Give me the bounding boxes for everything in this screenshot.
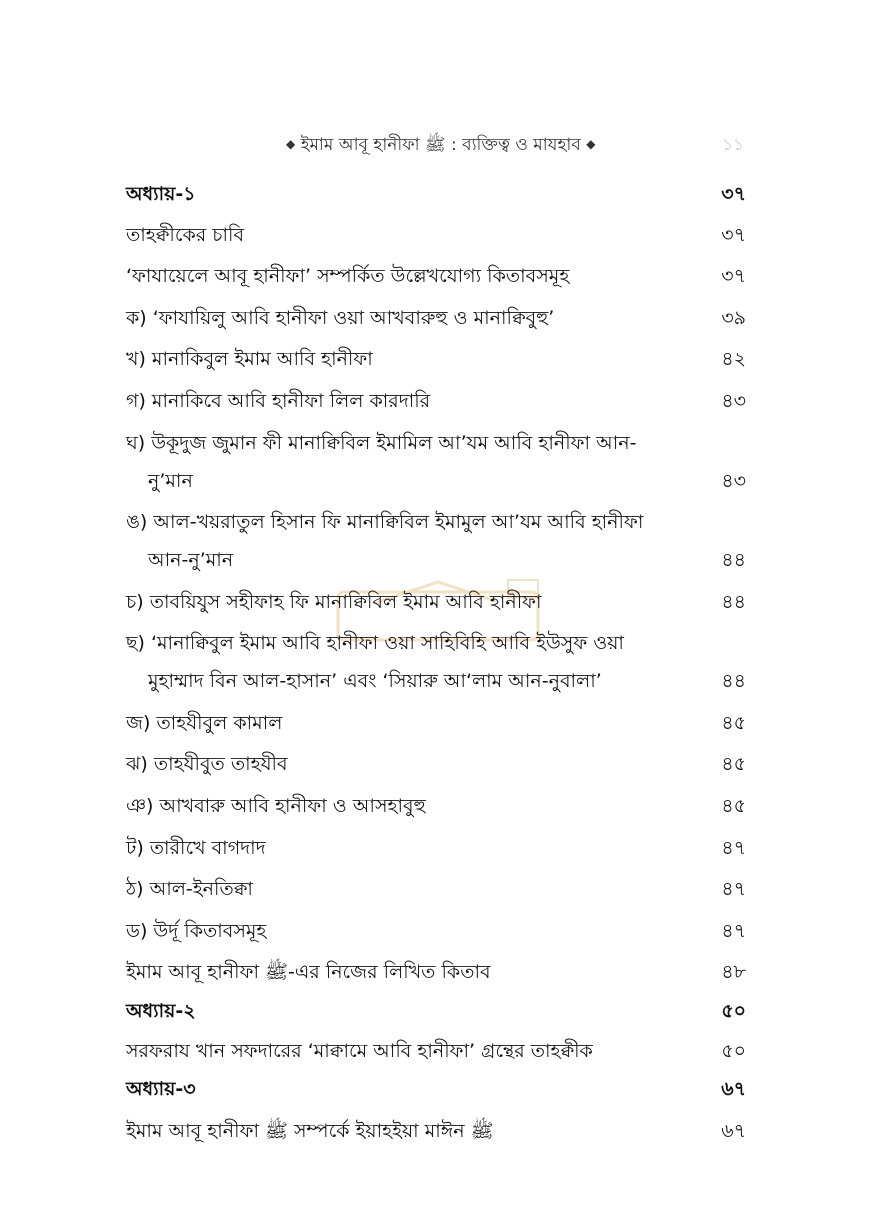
diamond-left-icon: ◆ [286, 137, 296, 151]
toc-page: ৪৪ [721, 549, 746, 571]
toc-chapter-heading[interactable] [126, 181, 746, 207]
toc-title-continued: নু’মান [148, 470, 193, 492]
toc-page: ৪৫ [721, 753, 746, 775]
toc-title: ঞ) আখবারু আবি হানীফা ও আসহাবুহু [126, 795, 426, 817]
toc-entry[interactable] [126, 1118, 746, 1144]
page-number: ১১ [722, 135, 745, 155]
toc-page: ৩৭ [721, 224, 746, 246]
toc-page: ৪২ [721, 348, 746, 370]
toc-title: ‘ফাযায়েলে আবূ হানীফা’ সম্পর্কিত উল্লেখযোগ্য কিতাবসমূহ [126, 265, 570, 287]
toc-page: ৪৫ [721, 712, 746, 734]
diamond-right-icon: ◆ [586, 137, 596, 151]
toc-page: ৫০ [721, 1040, 746, 1062]
toc-entry[interactable] [126, 346, 746, 372]
toc-entry[interactable] [126, 710, 746, 736]
toc-page: ৩৯ [721, 307, 746, 329]
toc-page: ৪৭ [721, 837, 746, 859]
toc-title-continued: আন-নু’মান [148, 549, 234, 571]
toc-title: ঠ) আল-ইনতিক্বা [126, 878, 253, 900]
toc-title: ক) ‘ফাযায়িলু আবি হানীফা ওয়া আখবারুহু ও মানাক্বিবুহু’ [126, 307, 555, 329]
toc-title: সরফরায খান সফদারের ‘মাক্বামে আবি হানীফা’ গ্রন্থের তাহক্বীক [126, 1040, 593, 1062]
toc-entry[interactable] [126, 263, 746, 289]
toc-entry[interactable] [126, 793, 746, 819]
running-head-text: ইমাম আবূ হানীফা ﷺ : ব্যক্তিত্ব ও মাযহাব [300, 135, 581, 155]
toc-page: ৬৭ [721, 1120, 746, 1142]
toc-entry[interactable] [126, 222, 746, 248]
toc-page: ৬৭ [721, 1078, 746, 1100]
toc-title: ছ) ‘মানাক্বিবুল ইমাম আবি হানীফা ওয়া সাহিবিহি আবি ইউসুফ ওয়া [126, 632, 624, 654]
toc-title: গ) মানাকিবে আবি হানীফা লিল কারদারি [126, 390, 431, 412]
toc-entry[interactable] [126, 630, 746, 696]
toc-chapter-heading[interactable] [126, 1076, 746, 1102]
toc-entry[interactable] [126, 959, 746, 985]
toc-page: ৩৭ [721, 183, 746, 205]
toc-page: ৪৩ [721, 390, 746, 412]
toc-title: অধ্যায়-২ [126, 1000, 196, 1022]
toc-title: অধ্যায়-১ [126, 183, 196, 205]
toc-entry[interactable] [126, 1038, 746, 1064]
toc-page: ৪৭ [721, 878, 746, 900]
toc-title: চ) তাবয়িযুস সহীফাহ ফি মানাক্বিবিল ইমাম আবি হানীফা [126, 591, 542, 613]
toc-title: তাহক্বীকের চাবি [126, 224, 245, 246]
toc-entry[interactable] [126, 751, 746, 777]
toc-page: ৩৭ [721, 265, 746, 287]
toc-entry[interactable] [126, 918, 746, 944]
toc-page: ৪৪ [721, 591, 746, 613]
toc-page: ৪৫ [721, 795, 746, 817]
toc-entry[interactable] [126, 835, 746, 861]
toc-entry[interactable] [126, 430, 746, 496]
toc-title: খ) মানাকিবুল ইমাম আবি হানীফা [126, 348, 373, 370]
toc-entry[interactable] [126, 589, 746, 615]
toc-entry[interactable] [126, 305, 746, 331]
toc-title: ঙ) আল-খয়রাতুল হিসান ফি মানাক্বিবিল ইমামুল আ’যম আবি হানীফা [126, 511, 644, 533]
toc-title: ঘ) উকূদুজ জুমান ফী মানাক্বিবিল ইমামিল আ’যম আবি হানীফা আন- [126, 432, 637, 454]
toc-page: ৪৭ [721, 920, 746, 942]
toc-page: ৫০ [721, 1000, 746, 1022]
toc-entry[interactable] [126, 876, 746, 902]
toc-title: ইমাম আবূ হানীফা ﷺ সম্পর্কে ইয়াহইয়া মাঈন ﷺ [126, 1120, 494, 1142]
toc-title: ট) তারীখে বাগদাদ [126, 837, 266, 859]
toc-title: ঝ) তাহযীবুত তাহযীব [126, 753, 288, 775]
toc-page: ৪৩ [721, 470, 746, 492]
toc-entry[interactable] [126, 388, 746, 414]
toc-title-continued: মুহাম্মাদ বিন আল-হাসান’ এবং ‘সিয়ারু আ‘লাম আন-নুবালা’ [148, 670, 602, 692]
toc-chapter-heading[interactable] [126, 998, 746, 1024]
toc-title: জ) তাহযীবুল কামাল [126, 712, 283, 734]
toc-page: ৪৮ [721, 961, 746, 983]
toc-title: অধ্যায়-৩ [126, 1078, 196, 1100]
toc-title: ড) উর্দূ কিতাবসমূহ [126, 920, 267, 942]
toc-entry[interactable] [126, 509, 746, 575]
toc-title: ইমাম আবূ হানীফা ﷺ-এর নিজের লিখিত কিতাব [126, 961, 491, 983]
toc-page: ৪৪ [721, 670, 746, 692]
